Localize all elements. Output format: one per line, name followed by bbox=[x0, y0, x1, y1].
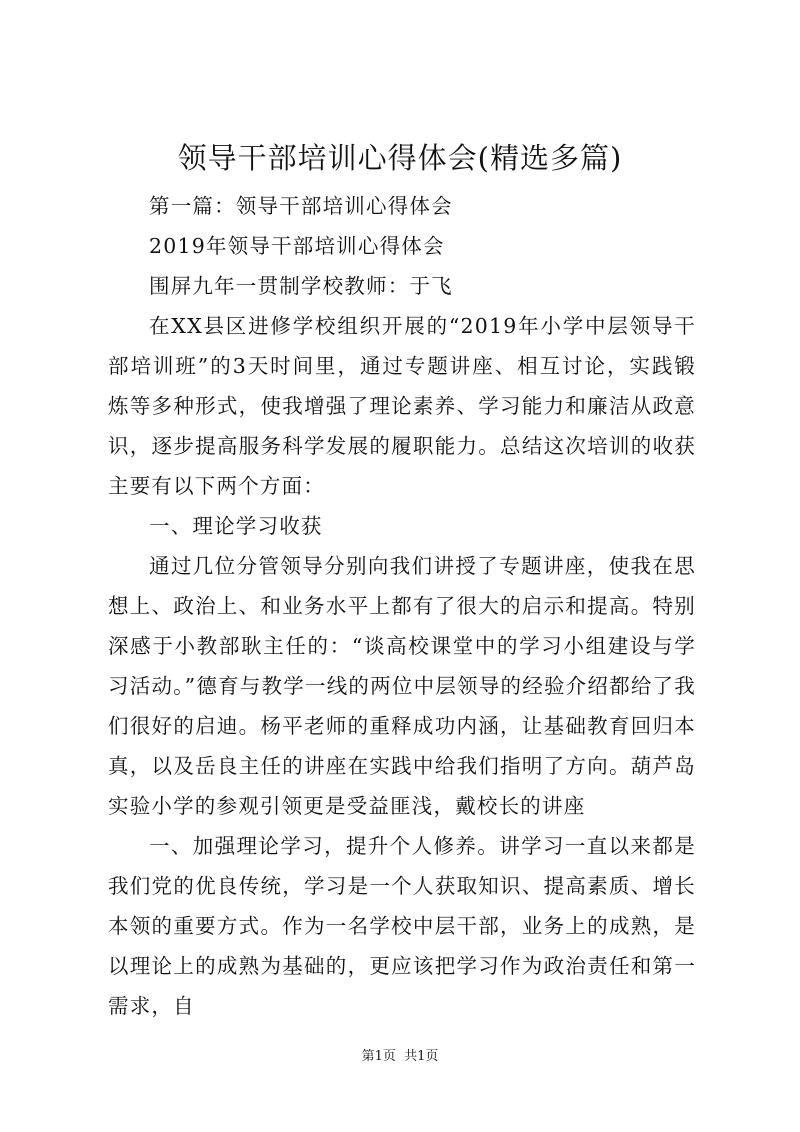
paragraph-subtitle: 2019年领导干部培训心得体会 bbox=[149, 234, 445, 258]
page-number: 第1页 bbox=[361, 1049, 396, 1064]
paragraph-author: 围屏九年一贯制学校教师：于飞 bbox=[149, 274, 453, 298]
document-title: 领导干部培训心得体会(精选多篇) bbox=[177, 141, 623, 175]
paragraph-strengthen-learning: 一、加强理论学习，提升个人修养。讲学习一直以来都是我们党的优良传统，学习是一个人获取知识、提高素质、增长本领的重要方式。作为一名学校中层干部，业务上的成熟，是以理论上的成熟为基础的，更应该把学习作为政治责任和第一需求，自 bbox=[108, 834, 696, 1018]
page-total: 共1页 bbox=[404, 1049, 439, 1064]
paragraph-section-heading: 第一篇：领导干部培训心得体会 bbox=[149, 194, 453, 218]
page-footer bbox=[0, 1048, 800, 1066]
paragraph-heading-theory: 一、理论学习收获 bbox=[149, 514, 323, 538]
paragraph-intro: 在XX县区进修学校组织开展的“2019年小学中层领导干部培训班”的3天时间里，通过专题讲座、相互讨论，实践锻炼等多种形式，使我增强了理论素养、学习能力和廉洁从政意识，逐步提高服务科学发展的履职能力。总结这次培训的收获主要有以下两个方面： bbox=[108, 314, 696, 498]
paragraph-theory-content: 通过几位分管领导分别向我们讲授了专题讲座，使我在思想上、政治上、和业务水平上都有了很大的启示和提高。特别深感于小教部耿主任的：“谈高校课堂中的学习小组建设与学习活动。”德育与教学一线的两位中层领导的经验介绍都给了我们很好的启迪。杨平老师的重释成功内涵，让基础教育回归本真，以及岳良主任的讲座在实践中给我们指明了方向。葫芦岛实验小学的参观引领更是受益匪浅，戴校长的讲座 bbox=[108, 554, 696, 818]
document-body bbox=[108, 186, 696, 1026]
